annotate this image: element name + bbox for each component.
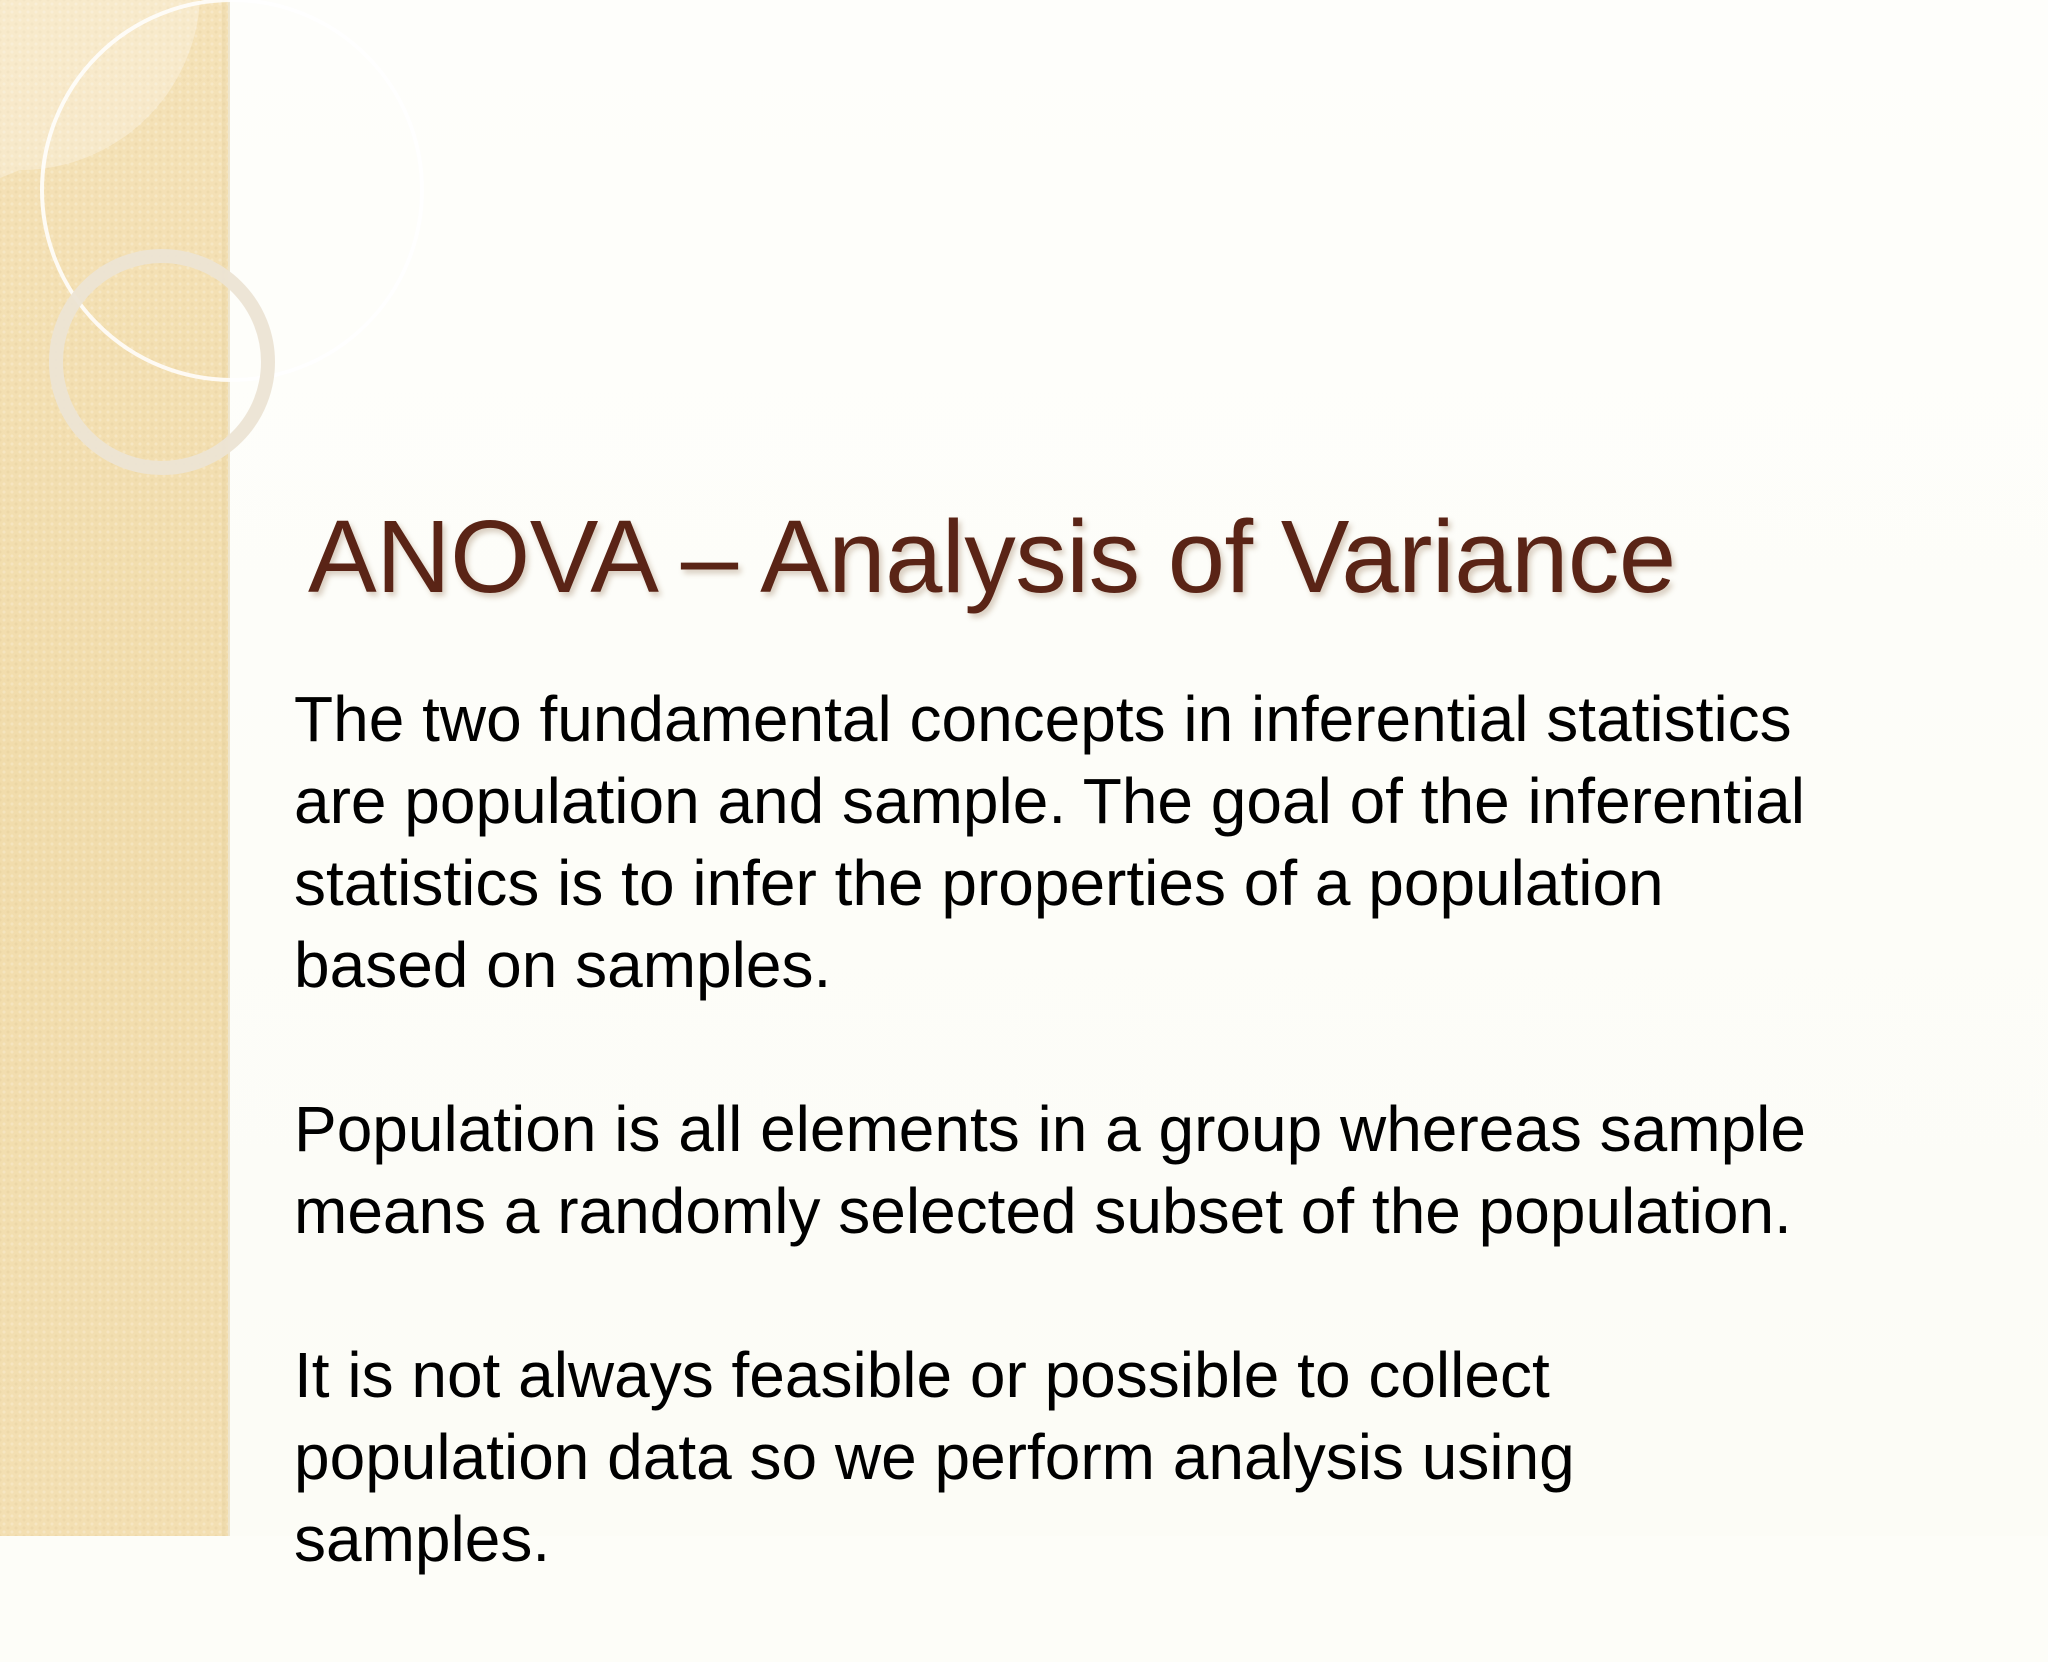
paragraph-inferential-statistics: The two fundamental concepts in inferential statistics are population and sample. The goal of the inferential statistics is to infer the properties of a population based on samples. xyxy=(294,683,1805,1001)
decorative-circles xyxy=(0,0,240,520)
large-ring xyxy=(42,0,422,380)
small-ring xyxy=(56,256,268,468)
slide-body xyxy=(294,678,1994,1662)
translucent-corner-arc xyxy=(0,0,200,178)
paragraph-sampling-rationale: It is not always feasible or possible to collect population data so we perform analysis using samples. xyxy=(294,1339,1575,1575)
paragraph-population-sample: Population is all elements in a group whereas sample means a randomly selected subset of the population. xyxy=(294,1093,1806,1247)
slide-title: ANOVA – Analysis of Variance xyxy=(308,499,1676,614)
